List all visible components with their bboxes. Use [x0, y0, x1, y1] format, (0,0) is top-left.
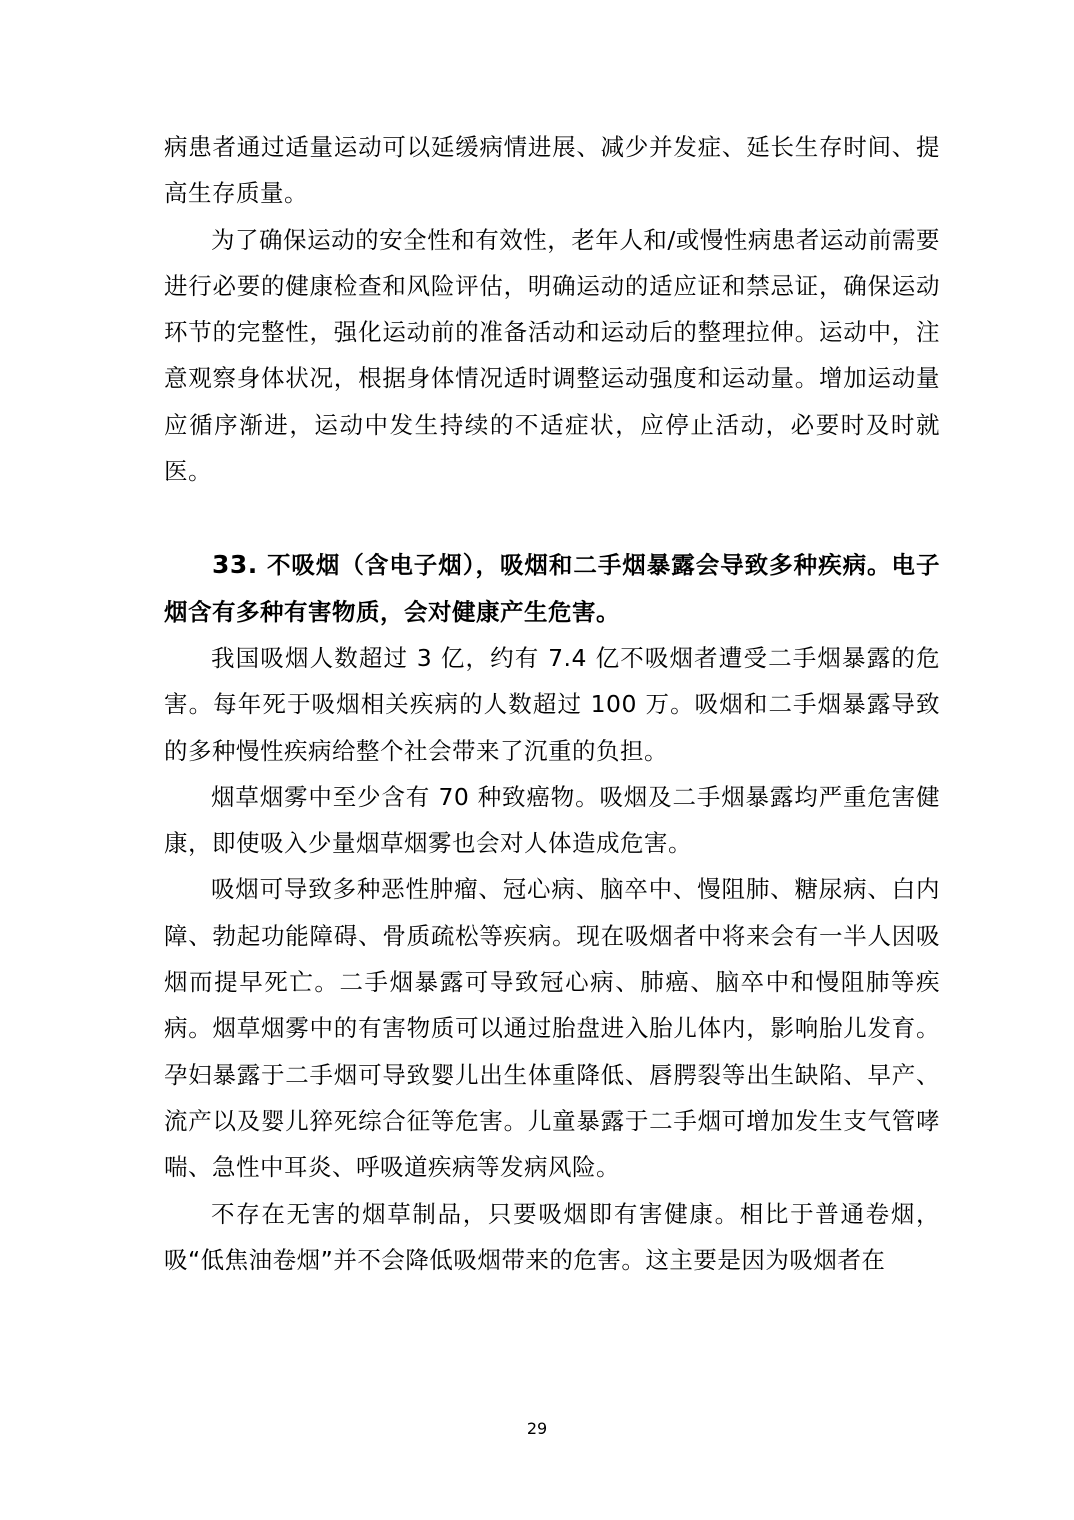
document-page — [164, 124, 940, 1283]
section-number: 33. — [212, 550, 258, 580]
paragraph-smoking-stats: 我国吸烟人数超过 3 亿，约有 7.4 亿不吸烟者遭受二手烟暴露的危害。每年死于吸烟相关疾病的人数超过 100 万。吸烟和二手烟暴露导致的多种慢性疾病给整个社会带来了沉重的负担。 — [164, 643, 940, 765]
paragraph-carcinogens: 烟草烟雾中至少含有 70 种致癌物。吸烟及二手烟暴露均严重危害健康，即使吸入少量烟草烟雾也会对人体造成危害。 — [164, 782, 940, 858]
paragraph-diseases: 吸烟可导致多种恶性肿瘤、冠心病、脑卒中、慢阻肺、糖尿病、白内障、勃起功能障碍、骨质疏松等疾病。现在吸烟者中将来会有一半人因吸烟而提早死亡。二手烟暴露可导致冠心病、肺癌、脑卒中和慢阻肺等疾病。烟草烟雾中的有害物质可以通过胎盘进入胎儿体内，影响胎儿发育。孕妇暴露于二手烟可导致婴儿出生体重降低、唇腭裂等出生缺陷、早产、流产以及婴儿猝死综合征等危害。儿童暴露于二手烟可增加发生支气管哮喘、急性中耳炎、呼吸道疾病等发病风险。 — [164, 875, 940, 1182]
section-title: 不吸烟（含电子烟），吸烟和二手烟暴露会导致多种疾病。电子烟含有多种有害物质，会对健康产生危害。 — [164, 551, 940, 626]
paragraph-continued: 病患者通过适量运动可以延缓病情进展、减少并发症、延长生存时间、提高生存质量。 — [164, 133, 940, 208]
page-number: 29 — [526, 1419, 548, 1438]
paragraph-exercise-safety: 为了确保运动的安全性和有效性，老年人和/或慢性病患者运动前需要进行必要的健康检查和风险评估，明确运动的适应证和禁忌证，确保运动环节的完整性，强化运动前的准备活动和运动后的整理拉伸。运动中，注意观察身体状况，根据身体情况适时调整运动强度和运动量。增加运动量应循序渐进，运动中发生持续的不适症状，应停止活动，必要时及时就医。 — [164, 225, 940, 486]
paragraph-no-harmless-tobacco: 不存在无害的烟草制品，只要吸烟即有害健康。相比于普通卷烟，吸“低焦油卷烟”并不会降低吸烟带来的危害。这主要是因为吸烟者在 — [164, 1199, 940, 1274]
section-heading — [164, 542, 940, 635]
